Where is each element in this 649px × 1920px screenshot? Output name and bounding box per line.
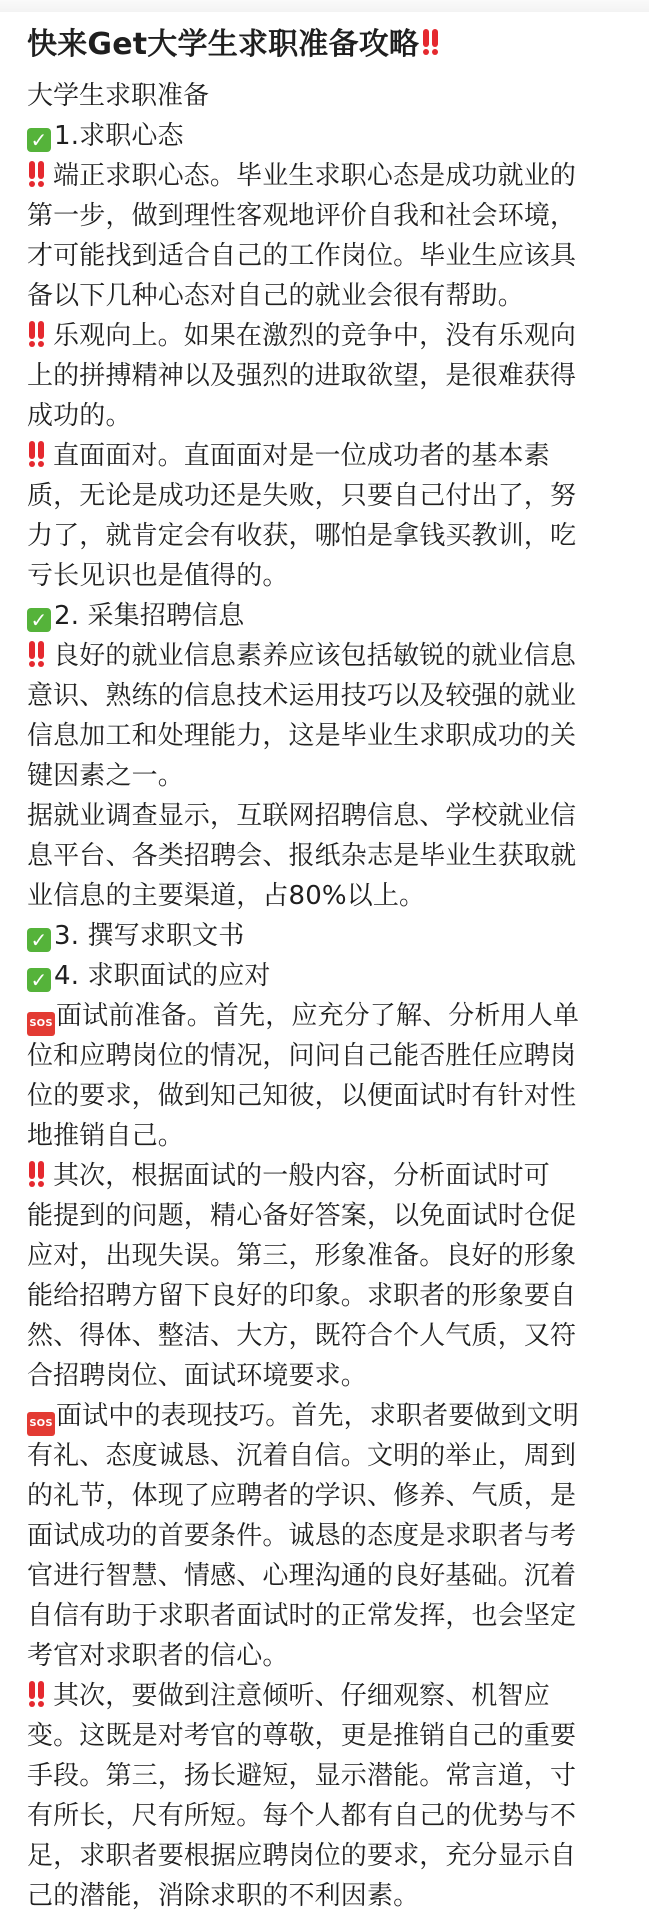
- paragraph-5-line-3: 业信息的主要渠道，占80%以上。: [27, 881, 426, 911]
- paragraph-7-line-4: 能给招聘方留下良好的印象。求职者的形象要自: [27, 1281, 577, 1311]
- paragraph-6-line-1: [27, 996, 623, 1036]
- check-icon: ✓: [27, 608, 51, 632]
- paragraph-6: [27, 996, 623, 1156]
- paragraph-4: [27, 636, 623, 796]
- paragraph-9-line-2: 变。这既是对考官的尊敬，更是推销自己的重要: [27, 1721, 577, 1751]
- section-heading-3-text: 3. 撰写求职文书: [54, 921, 245, 951]
- paragraph-3-line-4: 亏长见识也是值得的。: [27, 561, 289, 591]
- paragraph-5-line-1: 据就业调查显示，互联网招聘信息、学校就业信: [27, 801, 577, 831]
- paragraph-1-line-1: [27, 156, 623, 196]
- paragraph-6-line-1-text: 面试前准备。首先，应充分了解、分析用人单: [56, 1001, 580, 1031]
- article: [27, 20, 623, 1916]
- paragraph-4-line-1-text: 良好的就业信息素养应该包括敏锐的就业信息: [53, 641, 577, 671]
- paragraph-1-line-4: 备以下几种心态对自己的就业会很有帮助。: [27, 281, 524, 311]
- paragraph-6-line-2: 位和应聘岗位的情况，问问自己能否胜任应聘岗: [27, 1041, 577, 1071]
- paragraph-4-line-4: 键因素之一。: [27, 761, 184, 791]
- paragraph-4-line-2: 意识、熟练的信息技术运用技巧以及较强的就业: [27, 681, 577, 711]
- section-heading-2-text: 2. 采集招聘信息: [54, 601, 245, 631]
- sos-icon: SOS: [27, 1412, 55, 1436]
- paragraph-7-line-3: 应对，出现失误。第三，形象准备。良好的形象: [27, 1241, 577, 1271]
- paragraph-7-line-6: 合招聘岗位、面试环境要求。: [27, 1361, 367, 1391]
- paragraph-3-line-2: 质，无论是成功还是失败，只要自己付出了，努: [27, 481, 577, 511]
- section-heading-1: [27, 116, 623, 156]
- paragraph-3-line-3: 力了，就肯定会有收获，哪怕是拿钱买教训，吃: [27, 521, 577, 551]
- paragraph-6-line-4: 地推销自己。: [27, 1121, 184, 1151]
- paragraph-8-line-1: [27, 1396, 623, 1436]
- paragraph-9-line-6: 己的潜能，消除求职的不利因素。: [27, 1881, 420, 1911]
- paragraph-3-line-1-text: 直面面对。直面面对是一位成功者的基本素: [53, 441, 550, 471]
- paragraph-9-line-3: 手段。第三，扬长避短，显示潜能。常言道，寸: [27, 1761, 577, 1791]
- paragraph-1-line-1-text: 端正求职心态。毕业生求职心态是成功就业的: [53, 161, 577, 191]
- paragraph-9-line-1-text: 其次，要做到注意倾听、仔细观察、机智应: [53, 1681, 550, 1711]
- check-icon: ✓: [27, 968, 51, 992]
- double-exclamation-icon: [27, 640, 47, 668]
- paragraph-2-line-2: 上的拼搏精神以及强烈的进取欲望，是很难获得: [27, 361, 577, 391]
- paragraph-8-line-2: 有礼、态度诚恳、沉着自信。文明的举止，周到: [27, 1441, 577, 1471]
- paragraph-8-line-5: 官进行智慧、情感、心理沟通的良好基础。沉着: [27, 1561, 577, 1591]
- paragraph-7-line-1-text: 其次，根据面试的一般内容，分析面试时可: [53, 1161, 550, 1191]
- paragraph-8-line-7: 考官对求职者的信心。: [27, 1641, 289, 1671]
- section-heading-4-text: 4. 求职面试的应对: [54, 961, 271, 991]
- paragraph-1-line-3: 才可能找到适合自己的工作岗位。毕业生应该具: [27, 241, 577, 271]
- paragraph-5-line-2: 息平台、各类招聘会、报纸杂志是毕业生获取就: [27, 841, 577, 871]
- paragraph-3: [27, 436, 623, 596]
- page-title-text: 快来Get大学生求职准备攻略: [27, 27, 420, 62]
- paragraph-9-line-5: 足，求职者要根据应聘岗位的要求，充分显示自: [27, 1841, 577, 1871]
- paragraph-2-line-1-text: 乐观向上。如果在激烈的竞争中，没有乐观向: [53, 321, 577, 351]
- paragraph-5: [27, 796, 623, 916]
- paragraph-7-line-2: 能提到的问题，精心备好答案，以免面试时仓促: [27, 1201, 577, 1231]
- section-heading-3: [27, 916, 623, 956]
- double-exclamation-icon: [27, 1680, 47, 1708]
- section-heading-2: [27, 596, 623, 636]
- paragraph-1-line-2: 第一步，做到理性客观地评价自我和社会环境，: [27, 201, 577, 231]
- section-heading-1-text: 1.求职心态: [54, 121, 184, 151]
- double-exclamation-icon: [27, 1160, 47, 1188]
- paragraph-9-line-1: [27, 1676, 623, 1716]
- check-icon: ✓: [27, 928, 51, 952]
- double-exclamation-icon: [27, 320, 47, 348]
- paragraph-6-line-3: 位的要求，做到知己知彼，以便面试时有针对性: [27, 1081, 577, 1111]
- paragraph-1: [27, 156, 623, 316]
- paragraph-8-line-1-text: 面试中的表现技巧。首先，求职者要做到文明: [56, 1401, 580, 1431]
- double-exclamation-icon: [421, 28, 441, 56]
- double-exclamation-icon: [27, 440, 47, 468]
- check-icon: ✓: [27, 128, 51, 152]
- paragraph-9-line-4: 有所长，尺有所短。每个人都有自己的优势与不: [27, 1801, 577, 1831]
- double-exclamation-icon: [27, 160, 47, 188]
- paragraph-4-line-1: [27, 636, 623, 676]
- paragraph-7-line-1: [27, 1156, 623, 1196]
- top-edge-strip: [0, 0, 649, 12]
- page-title: [27, 20, 623, 70]
- paragraph-8-line-3: 的礼节，体现了应聘者的学识、修养、气质，是: [27, 1481, 577, 1511]
- paragraph-9: [27, 1676, 623, 1916]
- paragraph-8: [27, 1396, 623, 1676]
- section-heading-4: [27, 956, 623, 996]
- paragraph-4-line-3: 信息加工和处理能力，这是毕业生求职成功的关: [27, 721, 577, 751]
- paragraph-3-line-1: [27, 436, 623, 476]
- sos-icon: SOS: [27, 1012, 55, 1036]
- paragraph-2: [27, 316, 623, 436]
- paragraph-7: [27, 1156, 623, 1396]
- paragraph-2-line-1: [27, 316, 623, 356]
- paragraph-8-line-6: 自信有助于求职者面试时的正常发挥，也会坚定: [27, 1601, 577, 1631]
- article-subtitle: 大学生求职准备: [27, 81, 210, 111]
- paragraph-7-line-5: 然、得体、整洁、大方，既符合个人气质，又符: [27, 1321, 577, 1351]
- paragraph-8-line-4: 面试成功的首要条件。诚恳的态度是求职者与考: [27, 1521, 577, 1551]
- paragraph-2-line-3: 成功的。: [27, 401, 132, 431]
